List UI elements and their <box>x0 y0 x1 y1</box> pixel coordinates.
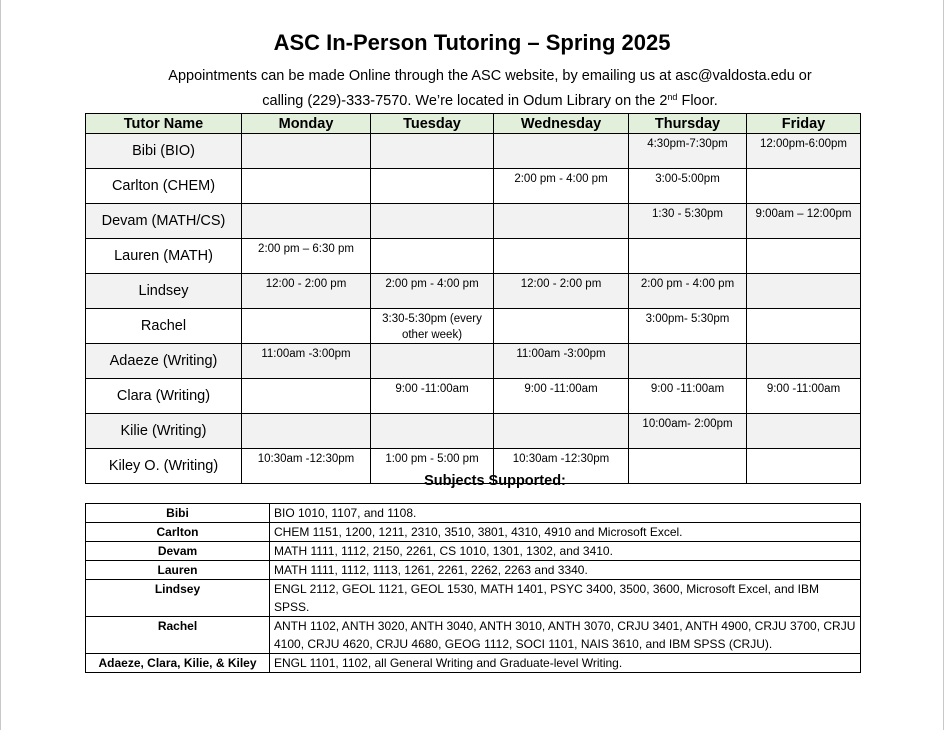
friday-slot: 12:00pm-6:00pm <box>747 134 861 169</box>
thursday-slot: 2:00 pm - 4:00 pm <box>629 274 747 309</box>
subject-row <box>86 654 861 673</box>
thursday-slot: 10:00am- 2:00pm <box>629 414 747 449</box>
wednesday-slot: 11:00am -3:00pm <box>494 344 629 379</box>
thursday-slot: 4:30pm-7:30pm <box>629 134 747 169</box>
schedule-header-row <box>86 114 861 134</box>
subject-tutor: Devam <box>86 542 270 561</box>
monday-slot <box>242 379 371 414</box>
monday-slot <box>242 134 371 169</box>
tutor-name: Clara (Writing) <box>86 379 242 414</box>
document-subtitle <box>120 64 860 114</box>
tuesday-slot: 9:00 -11:00am <box>371 379 494 414</box>
monday-slot <box>242 414 371 449</box>
subject-courses: ENGL 2112, GEOL 1121, GEOL 1530, MATH 1401, PSYC 3400, 3500, 3600, Microsoft Excel, and IBM SPSS. <box>270 580 861 617</box>
friday-slot <box>747 169 861 204</box>
schedule-row <box>86 309 861 344</box>
tutor-name: Lauren (MATH) <box>86 239 242 274</box>
subject-courses: MATH 1111, 1112, 1113, 1261, 2261, 2262, 2263 and 3340. <box>270 561 861 580</box>
wednesday-slot: 9:00 -11:00am <box>494 379 629 414</box>
page-edge <box>0 0 1 730</box>
tuesday-slot <box>371 414 494 449</box>
tuesday-slot <box>371 169 494 204</box>
tutor-name: Kilie (Writing) <box>86 414 242 449</box>
wednesday-slot <box>494 204 629 239</box>
subtitle-line-2-end: Floor. <box>677 93 718 109</box>
subject-courses: MATH 1111, 1112, 2150, 2261, CS 1010, 1301, 1302, and 3410. <box>270 542 861 561</box>
schedule-row <box>86 414 861 449</box>
wednesday-slot: 2:00 pm - 4:00 pm <box>494 169 629 204</box>
schedule-row <box>86 134 861 169</box>
subject-row <box>86 523 861 542</box>
schedule-row <box>86 204 861 239</box>
monday-slot: 10:30am -12:30pm <box>242 449 371 484</box>
subtitle-line-1: Appointments can be made Online through the ASC website, by emailing us at asc@valdosta.edu or <box>168 68 812 84</box>
subtitle-line-2-text: calling (229)-333-7570. We’re located in Odum Library on the 2 <box>262 93 668 109</box>
friday-slot: 9:00 -11:00am <box>747 379 861 414</box>
friday-slot <box>747 344 861 379</box>
subject-courses: ANTH 1102, ANTH 3020, ANTH 3040, ANTH 3010, ANTH 3070, CRJU 3401, ANTH 4900, CRJU 3700, CRJU 4100, CRJU 4620, CRJU 4680, GEOG 1112, SOCI 1101, NAIS 3610, and IBM SPSS (CRJU). <box>270 617 861 654</box>
friday-slot <box>747 274 861 309</box>
wednesday-slot <box>494 239 629 274</box>
thursday-slot: 9:00 -11:00am <box>629 379 747 414</box>
schedule-row <box>86 239 861 274</box>
schedule-row <box>86 379 861 414</box>
header-thursday: Thursday <box>629 114 747 134</box>
subject-tutor: Carlton <box>86 523 270 542</box>
monday-slot: 2:00 pm – 6:30 pm <box>242 239 371 274</box>
thursday-slot: 3:00pm- 5:30pm <box>629 309 747 344</box>
tuesday-slot <box>371 344 494 379</box>
schedule-table <box>85 113 861 484</box>
tutor-name: Adaeze (Writing) <box>86 344 242 379</box>
header-tuesday: Tuesday <box>371 114 494 134</box>
wednesday-slot <box>494 414 629 449</box>
monday-slot <box>242 204 371 239</box>
thursday-slot <box>629 239 747 274</box>
friday-slot <box>747 239 861 274</box>
tuesday-slot <box>371 239 494 274</box>
tutor-name: Kiley O. (Writing) <box>86 449 242 484</box>
tuesday-slot: 1:00 pm - 5:00 pm <box>371 449 494 484</box>
ordinal-suffix: nd <box>667 92 678 102</box>
subject-courses: BIO 1010, 1107, and 1108. <box>270 504 861 523</box>
subject-tutor: Adaeze, Clara, Kilie, & Kiley <box>86 654 270 673</box>
monday-slot <box>242 169 371 204</box>
schedule-row <box>86 169 861 204</box>
tuesday-slot: 3:30-5:30pm (every other week) <box>371 309 494 344</box>
subject-courses: ENGL 1101, 1102, all General Writing and Graduate-level Writing. <box>270 654 861 673</box>
wednesday-slot <box>494 309 629 344</box>
wednesday-slot: 12:00 - 2:00 pm <box>494 274 629 309</box>
monday-slot: 12:00 - 2:00 pm <box>242 274 371 309</box>
tuesday-slot <box>371 134 494 169</box>
subject-row <box>86 561 861 580</box>
thursday-slot: 1:30 - 5:30pm <box>629 204 747 239</box>
subjects-table <box>85 503 861 673</box>
friday-slot: 9:00am – 12:00pm <box>747 204 861 239</box>
thursday-slot <box>629 344 747 379</box>
subject-row <box>86 542 861 561</box>
header-wednesday: Wednesday <box>494 114 629 134</box>
tutor-name: Carlton (CHEM) <box>86 169 242 204</box>
subject-courses: CHEM 1151, 1200, 1211, 2310, 3510, 3801, 4310, 4910 and Microsoft Excel. <box>270 523 861 542</box>
schedule-row <box>86 274 861 309</box>
schedule-row <box>86 344 861 379</box>
wednesday-slot <box>494 134 629 169</box>
monday-slot: 11:00am -3:00pm <box>242 344 371 379</box>
subject-tutor: Rachel <box>86 617 270 654</box>
subjects-heading: Subjects Supported: <box>424 473 566 489</box>
friday-slot <box>747 414 861 449</box>
document-title: ASC In-Person Tutoring – Spring 2025 <box>273 30 671 55</box>
subject-tutor: Bibi <box>86 504 270 523</box>
friday-slot <box>747 309 861 344</box>
header-tutor-name: Tutor Name <box>86 114 242 134</box>
monday-slot <box>242 309 371 344</box>
tutor-name: Devam (MATH/CS) <box>86 204 242 239</box>
subject-tutor: Lauren <box>86 561 270 580</box>
thursday-slot: 3:00-5:00pm <box>629 169 747 204</box>
header-monday: Monday <box>242 114 371 134</box>
subject-row <box>86 617 861 654</box>
tuesday-slot: 2:00 pm - 4:00 pm <box>371 274 494 309</box>
tutor-name: Lindsey <box>86 274 242 309</box>
subject-row <box>86 504 861 523</box>
wednesday-slot: 10:30am -12:30pm <box>494 449 629 484</box>
subject-tutor: Lindsey <box>86 580 270 617</box>
header-friday: Friday <box>747 114 861 134</box>
tuesday-slot <box>371 204 494 239</box>
subject-row <box>86 580 861 617</box>
subtitle-line-2 <box>120 89 860 114</box>
tutor-name: Rachel <box>86 309 242 344</box>
tutor-name: Bibi (BIO) <box>86 134 242 169</box>
